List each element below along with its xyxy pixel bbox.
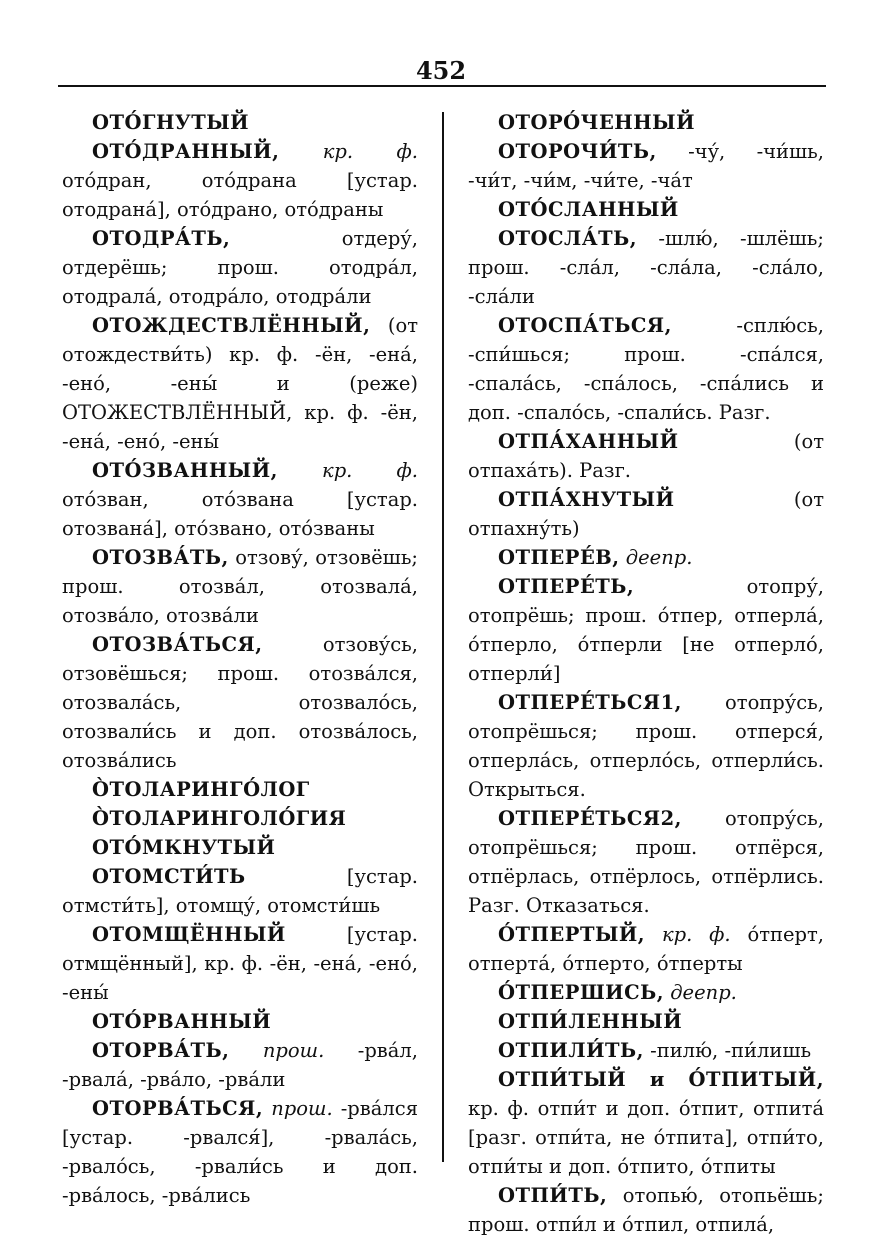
dictionary-entry	[62, 862, 418, 920]
dictionary-entry	[62, 311, 418, 456]
dictionary-entry	[62, 543, 418, 630]
dictionary-entry	[62, 456, 418, 543]
dictionary-entry	[62, 137, 418, 224]
dictionary-entry	[468, 137, 824, 195]
entry-headword: ОТО́ГНУТЫЙ	[92, 111, 250, 134]
entry-body: [устар. отмсти́ть], отомщу́, отомсти́шь	[62, 865, 418, 917]
entry-headword: ОТО́СЛАННЫЙ	[498, 198, 679, 221]
entry-body: отопру́, отопрёшь; прош. о́тпер, отперла́, о́тперло, о́тперли [не отперло́, отперли́]	[468, 575, 824, 685]
entry-headword: ОТПЕРЕ́ТЬСЯ1,	[498, 691, 682, 714]
entry-body: ото́зван, ото́звана [устар. отозвана́], ото́звано, ото́званы	[62, 488, 418, 540]
dictionary-entry	[62, 630, 418, 775]
dictionary-entry	[62, 920, 418, 1007]
entry-headword: ОТПИЛИ́ТЬ,	[498, 1039, 644, 1062]
entry-body: [устар. отмщённый], кр. ф. -ён, -ена́, -ено́, -ены́	[62, 923, 418, 1004]
entry-headword: ОТПА́ХАННЫЙ	[498, 430, 679, 453]
entry-grammar-note: прош.	[229, 1039, 325, 1062]
entry-grammar-note: деепр.	[664, 981, 737, 1004]
entry-body: -сплю́сь, -спи́шься; прош. -спа́лся, -спала́сь, -спа́лось, -спа́лись и доп. -спало́сь, -спали́сь. Разг.	[468, 314, 824, 424]
entry-body: -пилю́, -пи́лишь	[643, 1039, 812, 1062]
entry-headword: ОТПЕРЕ́ТЬСЯ2,	[498, 807, 682, 830]
entry-headword: ОТПИ́ТЬ,	[498, 1184, 608, 1207]
entry-grammar-note: деепр.	[619, 546, 693, 569]
entry-headword: ОТОМЩЁННЫЙ	[92, 923, 286, 946]
entry-body: -рва́лся [устар. -рвался́], -рвала́сь, -рвало́сь, -рвали́сь и доп. -рва́лось, -рва́лись	[62, 1097, 419, 1207]
entry-body: -рва́л, -рвала́, -рва́ло, -рва́ли	[62, 1039, 418, 1091]
entry-headword: ОТОЗВА́ТЬСЯ,	[92, 633, 263, 656]
dictionary-entry	[468, 224, 824, 311]
dictionary-entry	[468, 427, 824, 485]
entry-body: -чу́, -чи́шь, -чи́т, -чи́м, -чи́те, -ча́т	[468, 140, 824, 192]
dictionary-entry	[468, 978, 824, 1007]
entry-body: (от отпаха́ть). Разг.	[468, 430, 824, 482]
dictionary-entry	[468, 485, 824, 543]
right-column	[468, 108, 824, 1239]
entry-headword: О́ТПЕРТЫЙ,	[498, 923, 646, 946]
entry-body: -шлю́, -шлёшь; прош. -сла́л, -сла́ла, -сла́ло, -сла́ли	[468, 227, 824, 308]
header-rule	[58, 85, 826, 87]
entry-headword: ОТОСЛА́ТЬ,	[498, 227, 638, 250]
dictionary-entry	[62, 108, 418, 137]
entry-headword: ОТОРОЧИ́ТЬ,	[498, 140, 657, 163]
entry-headword: ОТОМСТИ́ТЬ	[92, 865, 246, 888]
dictionary-entry	[62, 1007, 418, 1036]
entry-body: отопру́сь, отопрёшься; прош. отперся́, отперла́сь, отперло́сь, отперли́сь. Открыться.	[468, 691, 824, 801]
entry-grammar-note: кр. ф.	[645, 923, 731, 946]
dictionary-entry	[468, 543, 824, 572]
entry-headword: ОТО́РВАННЫЙ	[92, 1010, 272, 1033]
dictionary-entry	[468, 1065, 824, 1181]
dictionary-entry	[468, 572, 824, 688]
dictionary-entry	[468, 804, 824, 920]
entry-headword: О́ТПЕРШИСЬ,	[498, 981, 664, 1004]
dictionary-entry	[62, 833, 418, 862]
entry-headword: О̀ТОЛАРИНГОЛО́ГИЯ	[92, 807, 347, 830]
dictionary-entry	[468, 1036, 824, 1065]
entry-body: отопью́, отопьёшь; прош. отпи́л и о́тпил, отпила́,	[468, 1184, 824, 1236]
entry-body: ото́дран, ото́драна [устар. отодрана́], ото́драно, ото́драны	[62, 169, 418, 221]
dictionary-entry	[62, 1036, 418, 1094]
entry-headword: ОТО́ДРАННЫЙ,	[92, 140, 280, 163]
dictionary-entry	[468, 688, 824, 804]
entry-headword: ОТОРВА́ТЬ,	[92, 1039, 230, 1062]
dictionary-entry	[62, 775, 418, 804]
column-divider	[442, 112, 444, 1162]
entry-grammar-note: прош.	[263, 1097, 333, 1120]
entry-headword: ОТПЕРЕ́В,	[498, 546, 620, 569]
entry-headword: ОТОЗВА́ТЬ,	[92, 546, 229, 569]
dictionary-entry	[62, 804, 418, 833]
entry-headword: ОТОЖДЕСТВЛЁННЫЙ,	[92, 314, 371, 337]
entry-body: (от отождестви́ть) кр. ф. -ён, -ена́, -ено́, -ены́ и (реже) ОТОЖЕСТВЛЁННЫЙ, кр. ф. -ён, -ена́, -ено́, -ены́	[62, 314, 418, 453]
dictionary-entry	[468, 920, 824, 978]
entry-body: отзову́, отзовёшь; прош. отозва́л, отозвала́, отозва́ло, отозва́ли	[62, 546, 418, 627]
entry-body: о́тперт, отперта́, о́тперто, о́тперты	[468, 923, 825, 975]
entry-headword: ОТОСПА́ТЬСЯ,	[498, 314, 672, 337]
dictionary-entry	[62, 224, 418, 311]
entry-headword: ОТПИ́ЛЕННЫЙ	[498, 1010, 683, 1033]
entry-grammar-note: кр. ф.	[277, 459, 418, 482]
entry-headword: ОТОРО́ЧЕННЫЙ	[498, 111, 696, 134]
dictionary-entry	[468, 311, 824, 427]
entry-headword: ОТО́ЗВАННЫЙ,	[92, 459, 278, 482]
left-column	[62, 108, 418, 1210]
dictionary-entry	[468, 195, 824, 224]
entry-headword: ОТОРВА́ТЬСЯ,	[92, 1097, 264, 1120]
entry-body: отзову́сь, отзовёшься; прош. отозва́лся, отозвала́сь, отозвало́сь, отозвали́сь и доп. отозва́лось, отозва́лись	[62, 633, 418, 772]
entry-headword: О̀ТОЛАРИНГО́ЛОГ	[92, 778, 310, 801]
entry-headword: ОТОДРА́ТЬ,	[92, 227, 231, 250]
entry-grammar-note: кр. ф.	[279, 140, 418, 163]
entry-headword: ОТПИ́ТЫЙ и О́ТПИТЫЙ,	[498, 1068, 824, 1091]
dictionary-entry	[468, 1181, 824, 1239]
entry-headword: ОТПА́ХНУТЫЙ	[498, 488, 675, 511]
entry-body: (от отпахну́ть)	[468, 488, 824, 540]
entry-headword: ОТО́МКНУТЫЙ	[92, 836, 276, 859]
entry-headword: ОТПЕРЕ́ТЬ,	[498, 575, 635, 598]
dictionary-entry	[62, 1094, 418, 1210]
entry-body: отопру́сь, отопрёшься; прош. отпёрся, отпёрлась, отпёрлось, отпёрлись. Разг. Отказаться.	[468, 807, 824, 917]
page-number: 452	[415, 56, 467, 85]
entry-body: отдеру́, отдерёшь; прош. отодра́л, отодрала́, отодра́ло, отодра́ли	[62, 227, 418, 308]
dictionary-entry	[468, 1007, 824, 1036]
dictionary-entry	[468, 108, 824, 137]
entry-body: кр. ф. отпи́т и доп. о́тпит, отпита́ [разг. отпи́та, не о́тпита], отпи́то, отпи́ты и доп. о́тпито, о́тпиты	[468, 1097, 824, 1178]
